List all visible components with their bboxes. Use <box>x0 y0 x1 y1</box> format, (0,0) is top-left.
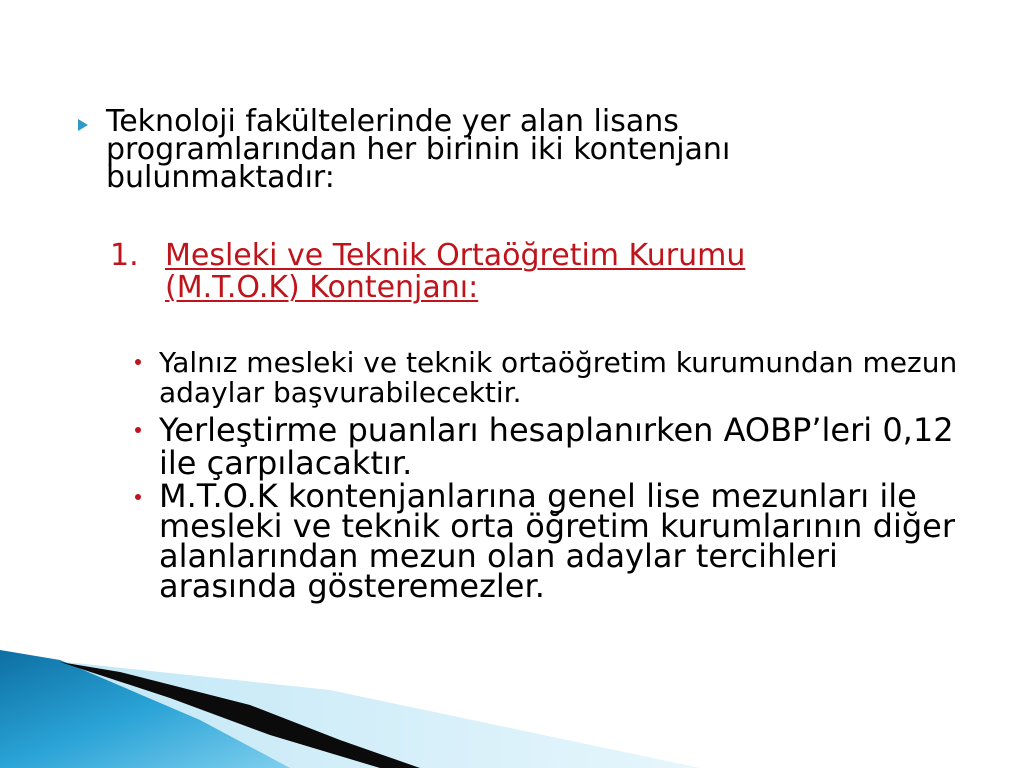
sub-bullet-text: M.T.O.K kontenjanlarına genel lise mezunları ile mesleki ve teknik orta öğretim kurumlarının diğer alanlarından mezun olan adaylar tercihleri arasında gösteremezler. <box>159 477 955 605</box>
bullet-dot-icon <box>135 359 141 365</box>
sub-bullet-text: Yalnız mesleki ve teknik ortaöğretim kurumundan mezun adaylar başvurabilecektir. <box>159 346 958 409</box>
triangle-right-icon <box>76 118 90 132</box>
item-heading: Mesleki ve Teknik Ortaöğretim Kurumu (M.T.O.K) Kontenjanı: <box>165 238 746 305</box>
bullet-dot-icon <box>135 427 141 433</box>
bullet-dot-icon <box>135 494 141 500</box>
sub-bullet-text: Yerleştirme puanları hesaplanırken AOBP’leri 0,12 ile çarpılacaktır. <box>159 411 954 482</box>
item-number: 1. <box>110 238 139 273</box>
main-bullet-text: Teknoloji fakültelerinde yer alan lisans programlarından her birinin iki kontenjanı bulunmaktadır: <box>106 104 731 195</box>
